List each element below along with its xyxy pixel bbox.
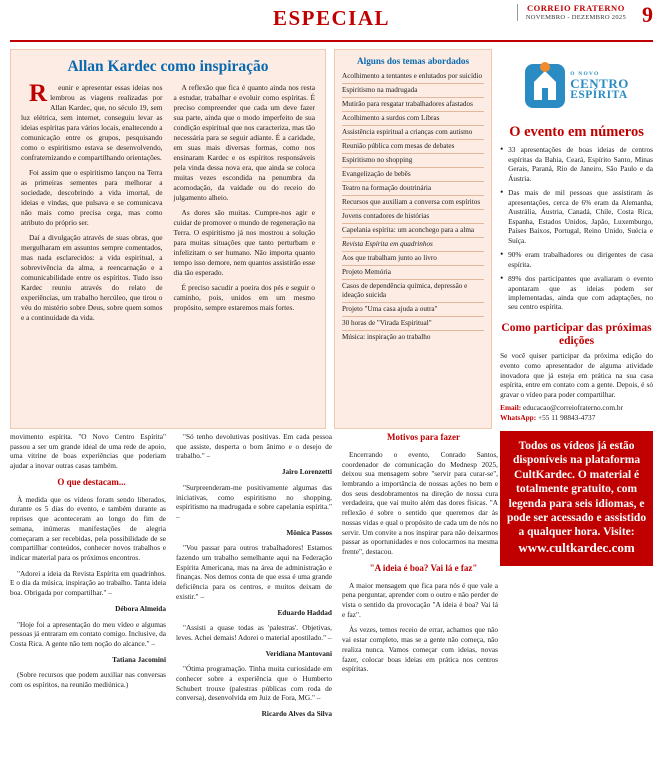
quote: "Vou passar para outros trabalhadores! Estamos fazendo um trabalho semelhante aqui na Federação Espírita Americana, mas na área de administração e finanças. Nos demos conta de que essa é uma grande deficiência para os centros, e muitos deixam de existir." –: [176, 543, 332, 601]
contact-email: [500, 403, 653, 413]
quote-author: Ricardo Alves da Silva: [261, 709, 332, 719]
article-title: Allan Kardec como inspiração: [67, 58, 269, 75]
list-item: Acolhimento a surdos com Libras: [342, 112, 484, 126]
participate-body: [500, 351, 653, 423]
topics-box: [334, 49, 492, 429]
sub-heading: O que destacam...: [57, 476, 126, 487]
paragraph: Às vezes, temos receio de errar, achamos que não vai estar completo, mas se a gente não começa, não realiza nunca. Vamos começar com ideias, novas fazer, colocar boas ideias em prática nos centros espíritas.: [342, 625, 498, 674]
sub-heading: "A ideia é boa? Vai lá e faz": [369, 562, 478, 573]
list-item: Capelania espírita: um aconchego para a alma: [342, 224, 484, 238]
quote-author: Jairo Lorenzetti: [281, 467, 332, 477]
paragraph: movimento espírita. "O Novo Centro Espírita" passou a ser um grande ideal de uma rede de apoio, uma vitrine de boas experiências que poderiam ajudar a inovar outras casas também.: [10, 432, 166, 471]
quote-author: Débora Almeida: [115, 603, 166, 613]
event-numbers-list: [500, 145, 653, 312]
masthead-meta: [517, 4, 634, 21]
page-number: 9: [642, 2, 653, 27]
whatsapp-value: +55 11 98843-4737: [538, 413, 596, 423]
list-item: • Das mais de mil pessoas que assistiram às apresentações, cerca de 6% eram da Alemanha, Austrália, Áustria, Canadá, Chile, Costa Rica, Espanha, Estados Unidos, Japão, Luxemburgo, Países Baixos, Portugal, Reino Unido, Suécia e Suíça.: [500, 188, 653, 245]
lower-column-3: [342, 432, 498, 725]
list-item: • 33 apresentações de boas ideias de centros espíritas da Bahia, Ceará, Espírito Santo, Minas Gerais, Paraná, Rio de Janeiro, São Paulo e da Áustria.: [500, 145, 653, 183]
event-numbers-title: O evento em números: [509, 124, 644, 140]
logo-wordmark: [570, 71, 629, 102]
participate-text: Se você quiser participar da próxima edição do evento como apresentador de alguma atividade inovadora que já esteja em prática na sua casa espírita, entre em contato com a gente. Depois, é só gravar o vídeo para poder compartilhar.: [500, 351, 653, 399]
event-logo: [500, 49, 653, 123]
paragraph: Encerrando o evento, Conrado Santos, coordenador de comunicação do Mednesp 2025, deixou sua mensagem sobre "servir para curar-se", lembrando a importância de nossas ações no bem e dos seus desdobramentos na direção de nossa cura verdadeira, que vai muito além das dores físicas. "A reflexão é sobre o sentido que queremos dar às nossas vidas e qual o propósito de cada um de nós no servir. Um convite a nos inspirar para não deixarmos passar as oportunidades e nos colocarmos na mesma frente", destacou.: [342, 449, 498, 556]
list-item: Projeto Memória: [342, 266, 484, 280]
section-title: ESPECIAL: [272, 6, 391, 30]
list-item: Teatro na formação doutrinária: [342, 182, 484, 196]
paper-name: CORREIO FRATERNO: [527, 3, 625, 13]
cta-url[interactable]: www.cultkardec.com: [518, 539, 635, 555]
article-paragraph: É preciso sacudir a poeira dos pés e seguir o caminho, pois, unidos em um mesmo propósito, sempre estaremos mais fortes.: [173, 282, 315, 312]
quote-author: Eduardo Haddad: [277, 607, 332, 617]
list-item: • 90% eram trabalhadores ou dirigentes de casa espírita.: [500, 250, 653, 269]
list-item: • 89% dos participantes que avaliaram o evento apontaram que as ideias podem ser implementadas, ainda que com adaptações, no seu centro espírita.: [500, 274, 653, 312]
issue-date: NOVEMBRO - DEZEMBRO 2025: [525, 13, 626, 21]
main-article: [10, 49, 326, 429]
cta-box: [500, 431, 653, 566]
list-item: Revista Espírita em quadrinhos: [342, 238, 484, 252]
quote: "Adorei a ideia da Revista Espírita em quadrinhos. E o dia da música, inspiração ao trabalho. Tanta ideia boa. Obrigada por compartilhar." –: [10, 568, 166, 598]
lower-column-1: [10, 432, 166, 725]
list-item: Espiritismo na madrugada: [342, 84, 484, 98]
logo-line-3: ESPÍRITA: [570, 88, 628, 101]
paragraph: À medida que os vídeos foram sendo liberados, durante os 5 dias do evento, e também durante as reprises que aconteceram ao longo do fim de semana, inúmeras manifestações de alegria começaram a ser recebidas, pela possibilidade de se compartilhar conteúdos, conhecer novos trabalhos e indicar material para os próximos encontros.: [10, 494, 166, 562]
quote: "Surpreenderam-me positivamente algumas das iniciativas, como espiritismo no shopping, espiritismo na madrugada e sobre capelania espírita." –: [176, 482, 332, 521]
list-item: Mutirão para resgatar trabalhadores afastados: [342, 98, 484, 112]
whatsapp-label: WhatsApp:: [500, 413, 537, 423]
article-paragraph: Foi assim que o espiritismo lançou na Terra as primeiras sementes para melhorar a sociedade, descobrindo a vida imortal, de ideias e vindas, que pulsava e se comunicava não mais como precisa cega, mas como atributo do próprio ser.: [21, 167, 163, 227]
participate-title: Como participar das próximas edições: [501, 321, 652, 347]
quote-author: Veridiana Mantovani: [265, 648, 332, 658]
list-item: Jovens contadores de histórias: [342, 210, 484, 224]
logo-line-1: O NOVO: [570, 70, 600, 77]
list-item: Assistência espiritual a crianças com autismo: [342, 126, 484, 140]
right-column: [500, 49, 653, 555]
quote-author: Tatiana Jacomini: [112, 654, 166, 664]
paragraph: A maior mensagem que fica para nós é que vale a pena perguntar, aprender com o outro e não perder de vista o sentido da provocação "A ideia é boa? Vai lá e faz".: [342, 580, 498, 619]
list-item: Música: inspiração ao trabalho: [342, 333, 431, 341]
list-item: Projeto "Uma casa ajuda a outra": [342, 303, 484, 317]
list-item: Casos de dependência química, depressão e ideação suicida: [342, 280, 484, 303]
list-item: Evangelização de bebês: [342, 168, 484, 182]
header-right: [503, 0, 653, 26]
article-paragraph: As dores são muitas. Cumpre-nos agir e cuidar de promover o mundo de regeneração na Terra. O espiritismo já nos mostrou a solução para muitas situações que tanto perturbam e infelizitam o ser humano. Não importa quanto tempo isso demore, nem quantos assistirão esse dia tão esperado.: [173, 207, 315, 277]
sub-heading: Motivos para fazer: [387, 432, 460, 442]
list-item: Reunião pública com mesas de debates: [342, 140, 484, 154]
quote: "Hoje foi a apresentação do meu vídeo e algumas pessoas já entraram em contato comigo. Inclusive, da Costa Rica. A gente não tem noção do alcance." –: [10, 619, 166, 648]
quote: "Assisti a quase todas as 'palestras'. Objetivas, leves. Achei demais! Adorei o material apostilado." –: [176, 623, 332, 642]
list-item: Aos que trabalham junto ao livro: [342, 252, 484, 266]
quote: "Ótima programação. Tinha muita curiosidade em conhecer sobre a experiência que o Humberto Schubert trouxe (palestras públicas com roda de conversa), desenvolvida em Juiz de Fora, MG." –: [176, 664, 332, 703]
article-paragraph: Daí a divulgação através de suas obras, que mergulharam em assuntos sempre comentados, mas nada esclarecidos: a vida espiritual, a sobrevivência da alma, a reencarnação e a comunicabilidade entre os espíritos. Tudo isso Kardec reuniu através do relato de experiências, um trabalho hercúleo, que tirou o véu do mistério sobre Deus, sobre quem somos e a continuidade da vida.: [21, 232, 163, 322]
quote-note: (Sobre recursos que podem auxiliar nas conversas com os espíritos, na reunião mediúnica.): [10, 670, 166, 690]
email-value: educacao@correiofraterno.com.br: [523, 403, 623, 413]
logo-line-2: CENTRO: [570, 75, 629, 91]
contact-whatsapp: [500, 413, 653, 423]
topics-title: Alguns dos temas abordados: [357, 56, 470, 66]
lower-section: [10, 432, 498, 725]
article-paragraph: Reunir e apresentar essas ideias nos lembrou as viagens realizadas por Allan Kardec, que, no século 19, sem luz elétrica, sem internet, conseguiu levar as ideias espíritas para vários locais, enaltecendo a comunicação entre os grupos, pesquisando como o espiritismo estava se desenvolvendo, confraternizando e compartilhando orientações.: [21, 80, 163, 162]
list-item: 30 horas de "Virada Espiritual": [342, 317, 484, 331]
article-paragraph: A reflexão que fica é quanto ainda nos resta a estudar, trabalhar e evoluir como espíritas. É preciso compreender que cada um deve fazer sua parte, ainda que o modo imperfeito de sua condição espiritual que nos caracteriza, mas tão necessária para se seguir adiante. É a caridade, em suas mais diversas formas, como nos ensinaram Kardec e os espíritos responsáveis pela vinda dessa nova era, que ainda se coloca muitas vezes escondida na penumbra da acomodação, da vaidade ou do receio do julgamento alheio.: [173, 83, 315, 202]
page-header: [10, 0, 653, 42]
email-label: Email:: [500, 403, 522, 413]
list-item: Recursos que auxiliam a conversa com espíritos: [342, 196, 484, 210]
topics-list: [342, 70, 484, 344]
quote: "Só tenho devolutivas positivas. Em cada pessoa que assiste, desperta o bom ânimo e o desejo de trabalho." –: [176, 432, 332, 461]
quote-author: Mônica Passos: [286, 527, 332, 537]
list-item: Espiritismo no shopping: [342, 154, 484, 168]
list-item: Acolhimento a tentantes e enlutados por suicídio: [342, 70, 484, 84]
article-body: [21, 80, 315, 323]
cta-text: Todos os vídeos já estão disponíveis na plataforma CultKardec. O material é totalmente gratuito, com legenda para seis idiomas, e pode ser acessado e assistido a qualquer hora. Visite:: [507, 440, 647, 539]
lower-column-2: [176, 432, 332, 725]
centro-espirita-logo-icon: [524, 58, 566, 114]
